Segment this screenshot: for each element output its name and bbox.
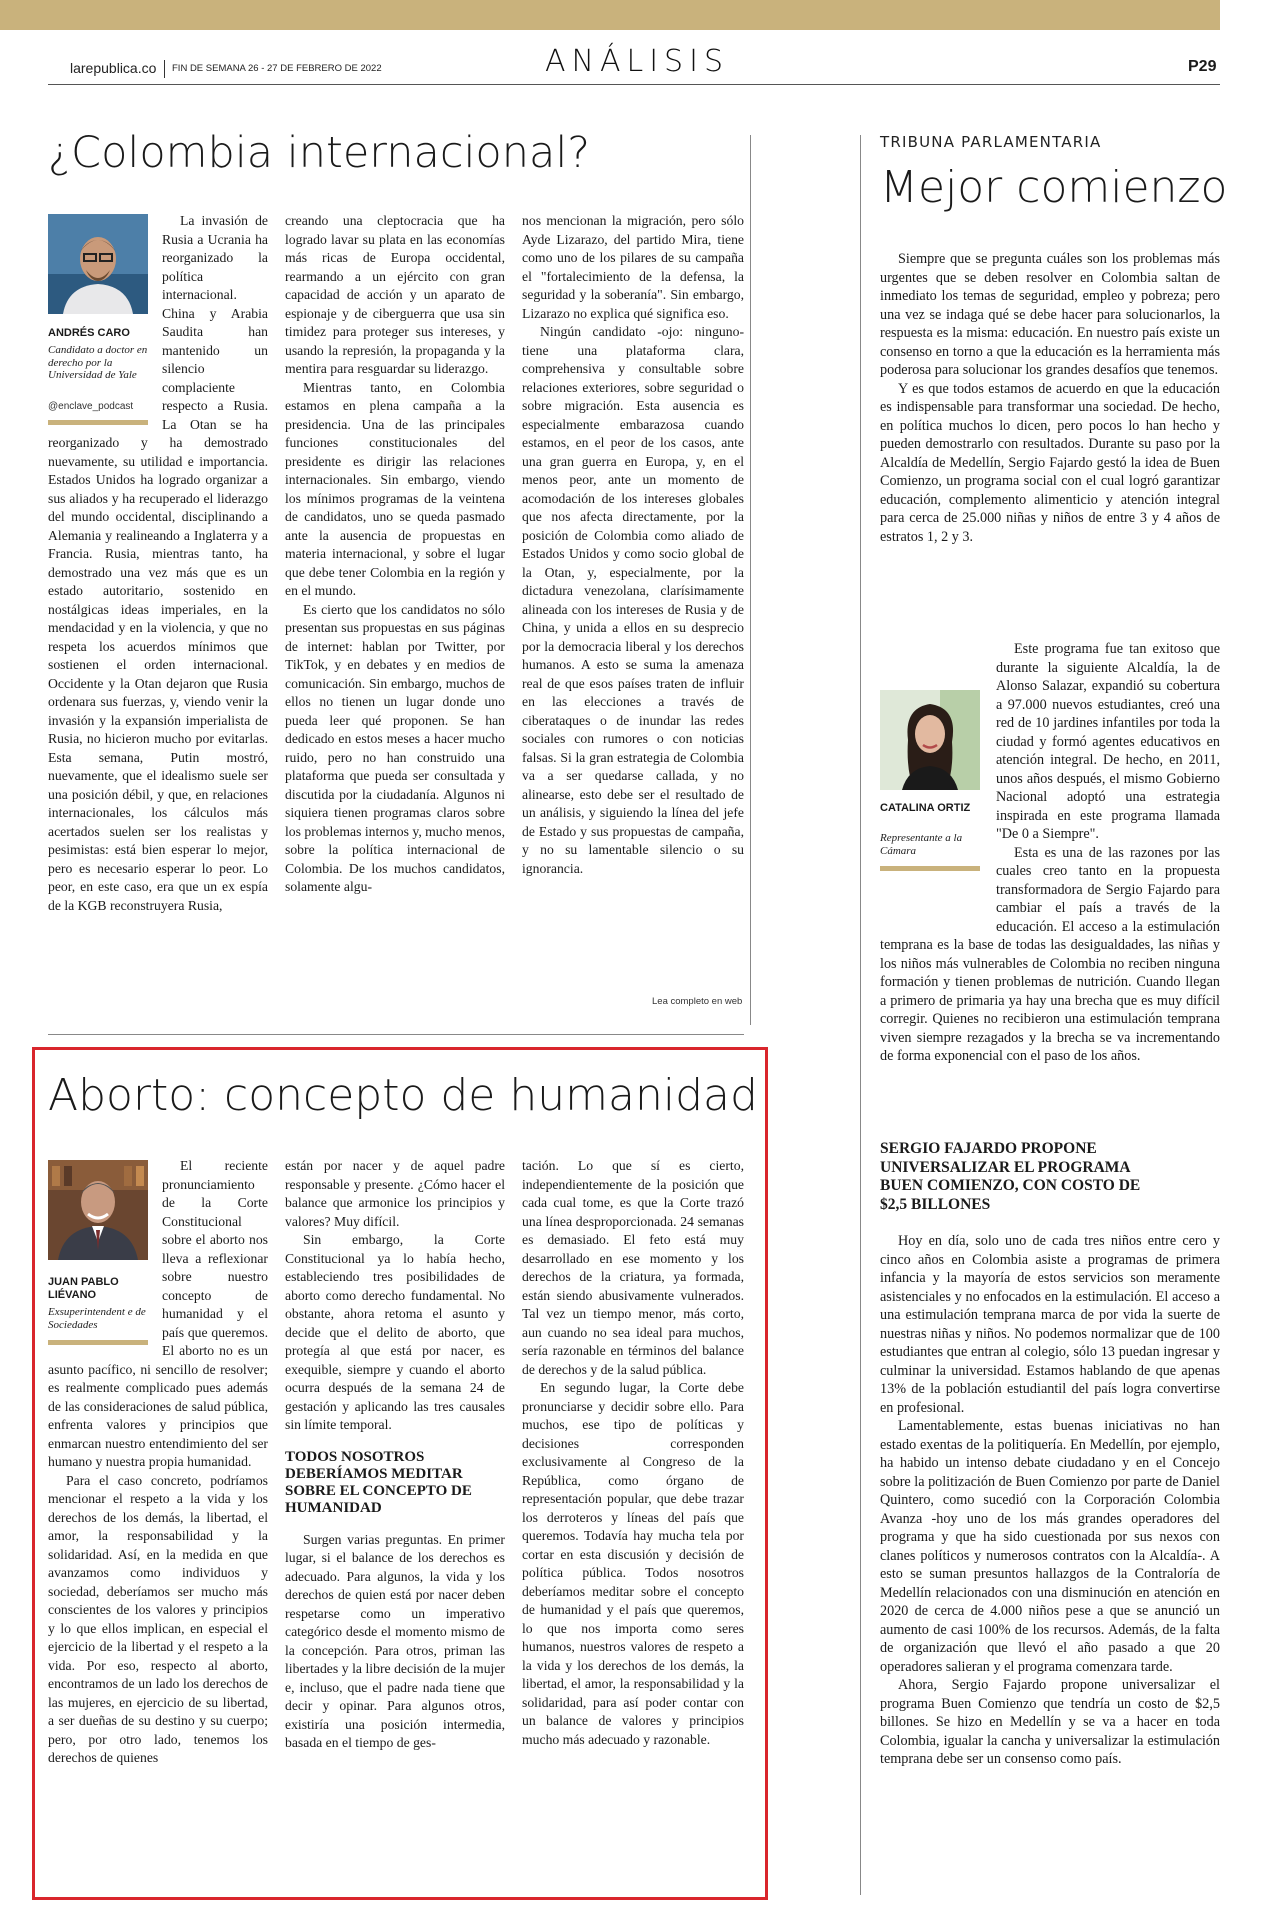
article1-column-2: creando una cleptocracia que ha logrado lavar su plata en las economías más ricas de Europa occidental, rearmando a un ejército con gran capacidad de acción y un aparato de espionaje y de ciberguerra que usa sin timidez para proteger sus intereses, y usando la represión, la propaganda y la mentira para resguardar su liderazgo. Mientras tanto, en Colombia estamos en plena campaña a la presidencia. Una de las principales funciones constitucionales del presidente es dirigir las relaciones internacionales. Sin embargo, viendo los mínimos programas de la veintena de candidatos, uno se queda pasmado ante la ausencia de propuestas en materia internacional, y sobre el lugar que debe tener Colombia en la región y en el mundo. Es cierto que los candidatos no sólo presentan sus propuestas en sus páginas de internet: hablan por Twitter, por TikTok, y en debates y en medios de comunicación. Sin embargo, muchos de ellos no tienen un lugar donde uno pueda leer qué proponen. Se han dedicado en estos meses a hacer mucho ruido, pero no han construido una plataforma que pueda ser consultada y discutida por la ciudadanía. Algunos ni siquiera tienen programas claros sobre los problemas internos y, mucho menos, sobre la política internacional de Colombia. De los muchos candidatos, solamente algu- [285,213,505,894]
author-handle: @enclave_podcast [48,401,134,412]
article2-column-3: tación. Lo que sí es cierto, independientemente de la posición que cada cual tome, es que la Corte trazó una línea desproporcionada. 24 semanas es demasiado. El feto está muy desarrollado en ese momento y los derechos de la criatura, ya formada, están siendo abusivamente vulnerados. Tal vez un tiempo menor, más corto, aun cuando no sea ideal para muchos, sería razonable en términos del balance de derechos y de la salud pública. En segundo lugar, la Corte debe pronunciarse y decidir sobre ello. Para muchos, ese tipo de políticas y decisiones corresponden exclusivamente al Congreso de la República, como órgano de representación popular, que debe trazar los derroteros y líneas del país que queremos. Todavía hay mucha tela por cortar en esta discusión y decisión de política pública. Todos nosotros deberíamos meditar sobre el concepto de humanidad y el país que queremos, lo que nos importa como seres humanos, nuestros valores de respeto a la vida y los derechos de los demás, la libertad, el amor, la responsabilidad y la solidaridad, para así poder contar con un balance de valores y principios mucho más adecuado y razonable. [522,1158,744,1747]
author-role: Candidato a doctor en derecho por la Universidad de Yale [48,344,148,381]
author-role: Exsuperintendent e de Sociedades [48,1306,146,1331]
article3-pull-quote: SERGIO FAJARDO PROPONE UNIVERSALIZAR EL PROGRAMA BUEN COMIENZO, CON COSTO DE $2,5 BILLONES [880,1140,1141,1213]
article3-title: Mejor comienzo [880,162,1228,213]
author-name: CATALINA ORTIZ [880,802,971,814]
article1-column-3: nos mencionan la migración, pero sólo Ayde Lizarazo, del partido Mira, tiene como uno de los pilares de su campaña el "fortalecimiento de la defensa, la seguridad y la soberanía". Sin embargo, Lizarazo no explica qué significa eso. Ningún candidato -ojo: ninguno- tiene una plataforma clara, comprehensiva y consultable sobre relaciones exteriores, sobre seguridad o sobre migración. Esta ausencia es especialmente embarazosa cuando estamos, en el peor de los casos, ante una gran guerra en Europa, y, en el menos peor, ante un momento de acomodación de los intereses globales que nos afecta directamente, por la posición de Colombia como aliado de Estados Unidos y como socio global de la Otan, y, especialmente, por la dictadura venezolana, clarísimamente alineada con los intereses de Rusia y de China, y unida a ellos en su desprecio por la democracia liberal y los derechos humanos. A esto se suma la amenaza real de que esos países traten de influir en las elecciones a través de ciberataques o de inundar las redes sociales con rumores o con noticias falsas. Si la gran estrategia de Colombia va a ser quedarse callada, y no alinearse, esto debe ser el resultado de un análisis, y siguiendo la línea del jefe de Estado y sus propuestas de campaña, y no su lamentable silencio o su ignorancia. [522,213,744,876]
article2-column-2: están por nacer y de aquel padre responsable y presente. ¿Cómo hacer el balance que armonice los principios y valores? Muy difícil. Sin embargo, la Corte Constitucional ya lo había hecho, estableciendo tres posibilidades de aborto como derecho fundamental. No obstante, ahora retoma el asunto y decide que el delito de aborto, que protegía al que está por nacer, es exequible, siempre y cuando el aborto ocurra después de la semana 24 de gestación y aplicando las tres causales sin límite temporal. TODOS NOSOTROS DEBERÍAMOS MEDITAR SOBRE EL CONCEPTO DE HUMANIDAD Surgen varias preguntas. En primer lugar, si el balance de los derechos es adecuado. Para algunos, la vida y los derechos de quien está por nacer deben respetarse como un imperativo categórico desde el momento mismo de la concepción. Para otros, priman las libertades y la libre decisión de la mujer e, incluso, que el padre nada tiene que decir y opinar. Para algunos otros, existiría una posición intermedia, basada en el tiempo de ges- [285,1158,505,1750]
author-name: JUAN PABLO LIÉVANO [48,1276,119,1301]
article1-title: ¿Colombia internacional? [48,128,591,178]
article3-text-mid: Este programa fue tan exitoso que durante la siguiente Alcaldía, la de Alonso Salazar, expandió su cobertura a 97.000 nuevos estudiantes, creó una red de 10 jardines infantiles por toda la ciudad y formó agentes educativos en atención integral. De hecho, en 2011, unos años después, el mismo Gobierno Nacional adoptó una estrategia inspirada en este programa llamada "De 0 a Siempre". Esta es una de las razones por las cuales creo tanto en la propuesta transformadora de Sergio Fajardo para cambiar el país a través de la educación. El acceso a la estimulación temprana es la base de todas las desigualdades, las niñas y los niños más vulnerables de Colombia no reciben ninguna formación y tienen problemas de nutrición. Cuando llegan a primero de primaria ya hay una brecha que es muy difícil corregir. Quienes no recibieron una estimulación temprana viven siempre rezagados y la brecha se va incrementando de forma exponencial con el paso de los años. [880,641,1220,1064]
header-rule [48,84,1220,85]
article3-text-bottom: Hoy en día, solo uno de cada tres niños entre cero y cinco años en Colombia asiste a programas de primera infancia y la mayoría de estos servicios son meramente asistenciales y no enfocados en la estimulación. El acceso a una estimulación temprana marca de por vida la suerte de nuestras niñas y niños. No podemos normalizar que de 100 estudiantes que entran al colegio, sólo 13 puedan ingresar y culminar la universidad. Estamos hablando de que apenas 13% de la población estudiantil del país logra convertirse en profesional. Lamentablemente, estas buenas iniciativas no han estado exentas de la politiquería. En Medellín, por ejemplo, ha habido un intenso debate ciudadano y en el Concejo sobre la politización de Buen Comienzo por parte de Daniel Quintero, como sucedió con la Corporación Colombia Avanza -hoy uno de los más grandes operadores del programa y que ha sido cuestionada por sus nexos con clanes políticos y numerosos contratos con la Alcaldía-. A esto se suman presuntos hallazgos de la Contraloría de Medellín relacionados con una disminución en atención en 2020 de cerca de 4.000 niños pese a que se anunció un aumento de casi 100% de los recursos. Además, de la falta de organización que llevó el año pasado a que 20 operadores salieran y el programa comenzara tarde. Ahora, Sergio Fajardo propone universalizar el programa Buen Comienzo que tendría un costo de $2,5 billones. Se hizo en Medellín y se va a hacer en toda Colombia, igualar la cancha y universalizar la estimulación temprana debe ser un consenso como país. [880,1233,1220,1767]
article3-text-top: Siempre que se pregunta cuáles son los problemas más urgentes que se deben resolver en Colombia saltan de inmediato los temas de seguridad, empleo y pobreza; pero una vez se indaga qué se debe hacer para solucionarlos, la respuesta es la misma: educación. En nuestro país existe un consenso en torno a que la educación es la herramienta más poderosa para solucionar los grandes desafíos que tenemos. Y es que todos estamos de acuerdo en que la educación es indispensable para transformar una sociedad. De hecho, en política muchos lo dicen, pero pocos lo han hecho y pueden demostrarlo con resultados. Durante su paso por la Alcaldía de Medellín, Sergio Fajardo gestó la idea de Buen Comienzo, un programa social con el cual logró garantizar educación, complemento alimenticio y atención integral para cerca de 25.000 niñas y niños de entre 3 y 4 años de estratos 1, 2 y 3. [880,251,1220,545]
site-name: larepublica.co [70,60,157,76]
article1-column-1: La invasión de Rusia a Ucrania ha reorganizado la política internacional. China y Arabia Saudita han mantenido un silencio complaciente respecto a Rusia. La Otan se ha reorganizado y ha demostrado nuevamente, su utilidad e importancia. Estados Unidos ha logrado organizar a sus aliados y ha recuperado el liderazgo del mundo occidental, disciplinando a Alemania y realineando a Inglaterra y a Francia. Rusia, mientras tanto, ha demostrado una vez más que es un estado autoritario, sostenido en nostálgicas ideas imperiales, en la mendacidad y en la violencia, y que no respeta los acuerdos mínimos que sostienen el orden internacional. Occidente y la Otan dejaron que Rusia ordenara sus fuerzas, y, viendo venir la invasión y la expansión imperialista de Rusia, no hicieron mucho por evitarlas. Esta semana, Putin mostró, nuevamente, que el idealismo suele ser una posición débil, y que, en relaciones internacionales, los cálculos más acertados suelen ser los realistas y pesimistas: está bien esperar lo mejor, pero es necesario esperar lo peor. Lo peor, en este caso, era que un ex espía de la KGB reconstruyera Rusia, [48,213,268,913]
top-color-bar [0,0,1220,30]
read-more-link[interactable]: Lea completo en web [652,996,743,1007]
column-rule-tribuna [860,135,861,1895]
section-title: ANÁLISIS [545,44,729,79]
header-separator [164,60,165,78]
issue-date: FIN DE SEMANA 26 - 27 DE FEBRERO DE 2022 [172,63,382,74]
page-number: P29 [1188,58,1217,75]
article-divider [48,1034,744,1035]
article2-pull-quote: TODOS NOSOTROS DEBERÍAMOS MEDITAR SOBRE EL CONCEPTO DE HUMANIDAD [285,1448,472,1516]
column-rule-right [750,135,751,1025]
article2-column-1: El reciente pronunciamiento de la Corte Constitucional sobre el aborto nos lleva a reflexionar sobre nuestro concepto de humanidad y el país que queremos. El aborto no es un asunto pacífico, ni sencillo de resolver; es realmente complicado pues además de las consideraciones de salud pública, enfrenta valores y principios que enmarcan nuestro entendimiento del ser humano y nuestra propia humanidad. Para el caso concreto, podríamos mencionar el respeto a la vida y los derechos de los demás, la libertad, el amor, la responsabilidad y la solidaridad. Así, en la medida en que avanzamos como individuos y sociedad, deberíamos ser mucho más conscientes de los valores y principios y lo que ellos implican, en especial el ejercicio de la libertad y el respeto a la vida. Por eso, respecto al aborto, encontramos de un lado los derechos de las mujeres, en ejercicio de su libertad, a ser dueñas de su destino y su cuerpo; pero, por otro lado, tenemos los derechos de quienes [48,1158,268,1765]
article2-title: Aborto: concepto de humanidad [48,1070,758,1121]
column-kicker: TRIBUNA PARLAMENTARIA [880,133,1102,151]
author-name: ANDRÉS CARO [48,327,130,339]
author-role: Representante a la Cámara [880,832,963,857]
